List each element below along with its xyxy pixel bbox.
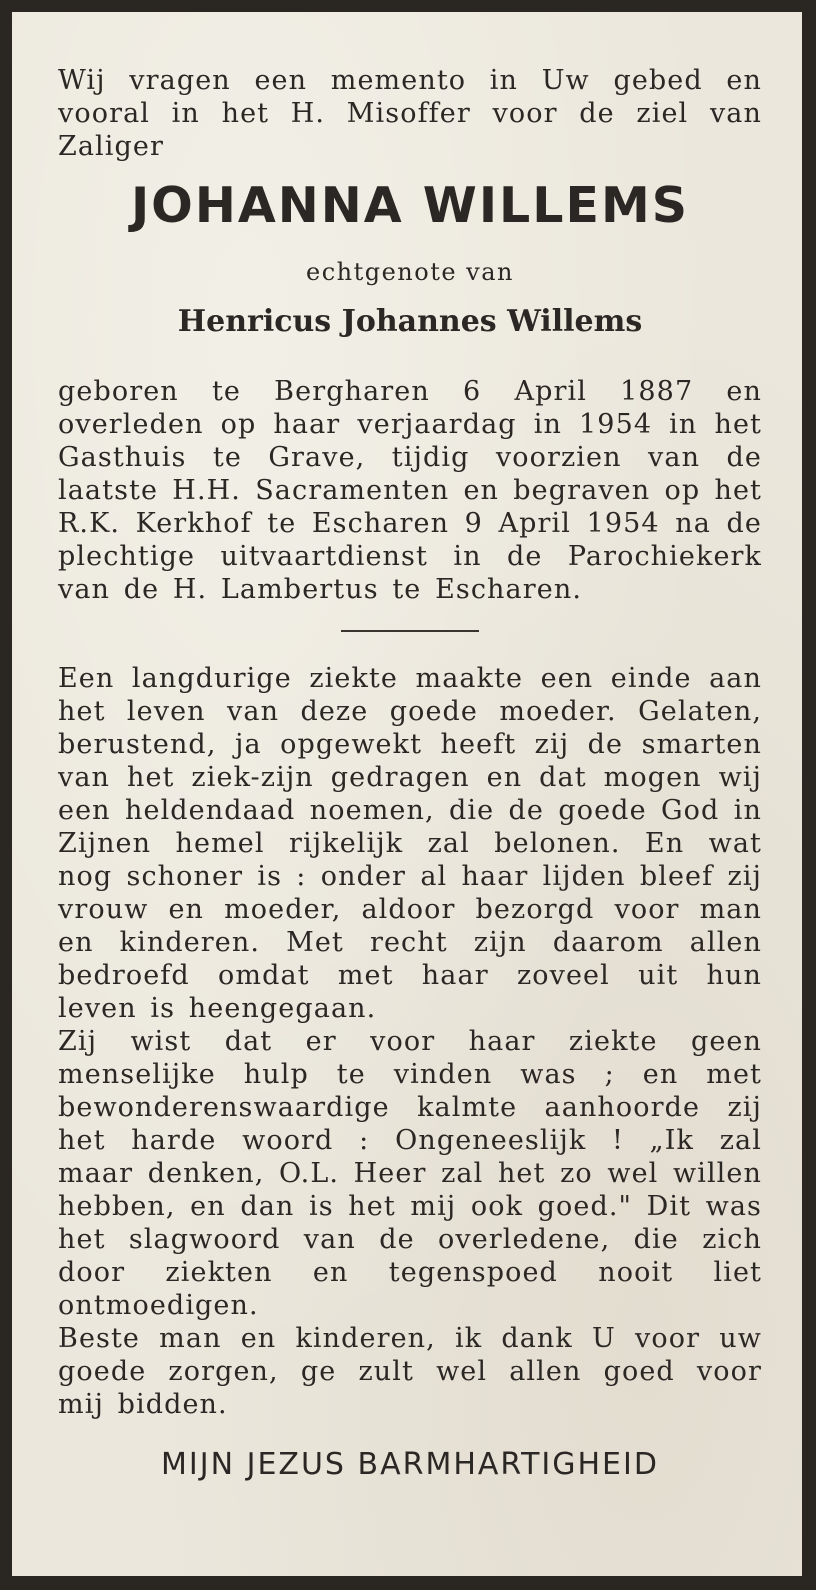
- tribute-paragraph-2: Zij wist dat er voor haar ziekte geen menselijke hulp te vinden was ; en met bewonderenswaardige kalmte aanhoorde zij het harde woord : Ongeneeslijk ! „Ik zal maar denken, O.L. Heer zal het zo wel willen hebben, en dan is het mij ook goed." Dit was het slagwoord van de overledene, die zich door ziekten en tegenspoed nooit liet ontmoedigen.: [58, 1026, 762, 1321]
- deceased-name: JOHANNA WILLEMS: [130, 177, 690, 234]
- tribute-paragraph-3: Beste man en kinderen, ik dank U voor uw goede zorgen, ge zult wel allen goed voor mij bidden.: [58, 1323, 762, 1420]
- card-paper: [12, 12, 802, 1576]
- spouse-label: echtgenote van: [305, 258, 515, 286]
- divider-line: [341, 630, 479, 632]
- biography-text: geboren te Bergharen 6 April 1887 en overleden op haar verjaardag in 1954 in het Gasthuis te Grave, tijdig voorzien van de laatste H.H. Sacramenten en begraven op het R.K. Kerkhof te Escharen 9 April 1954 na de plechtige uitvaartdienst in de Parochiekerk van de H. Lambertus te Escharen.: [58, 376, 762, 605]
- tribute-paragraph-1: Een langdurige ziekte maakte een einde aan het leven van deze goede moeder. Gelaten, berustend, ja opgewekt heeft zij de smarten van het ziek-zijn gedragen en dat mogen wij een heldendaad noemen, die de goede God in Zijnen hemel rijkelijk zal belonen. En wat nog schoner is : onder al haar lijden bleef zij vrouw en moeder, aldoor bezorgd voor man en kinderen. Met recht zijn daarom allen bedroefd omdat met haar zoveel uit hun leven is heengegaan.: [58, 663, 762, 1024]
- motto: MIJN JEZUS BARMHARTIGHEID: [161, 1447, 659, 1482]
- intro-text: Wij vragen een memento in Uw gebed en vooral in het H. Misoffer voor de ziel van Zaliger: [58, 65, 762, 162]
- spouse-name: Henricus Johannes Willems: [177, 304, 643, 339]
